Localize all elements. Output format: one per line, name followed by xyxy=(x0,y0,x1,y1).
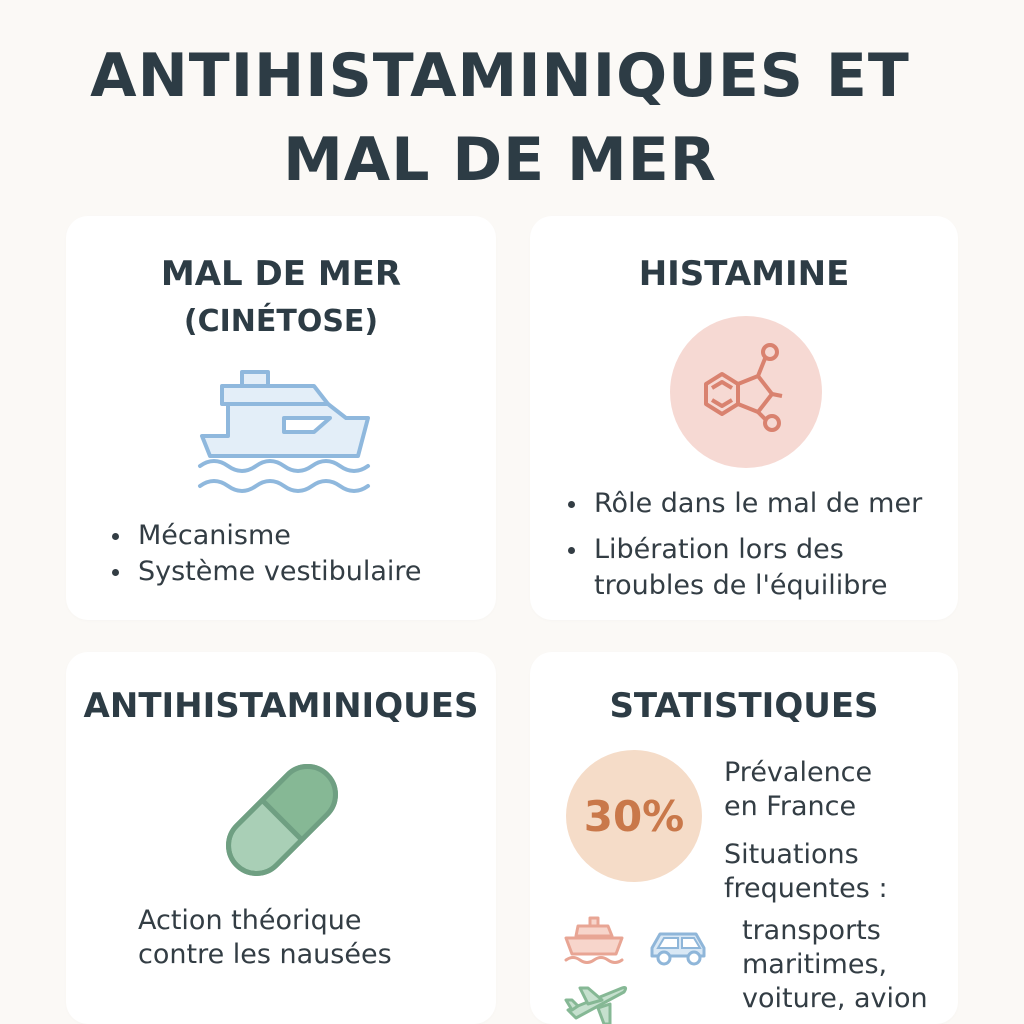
card-statistiques xyxy=(530,652,958,1024)
card-title: ANTIHISTAMINIQUES xyxy=(83,686,479,726)
page-title-line2: MAL DE MER xyxy=(283,125,717,195)
card-histamine xyxy=(530,216,958,620)
card-title: HISTAMINE xyxy=(638,254,850,294)
transports-line3: voiture, avion xyxy=(742,983,928,1014)
plane-icon xyxy=(564,980,628,1024)
prevalence-line1: Prévalence xyxy=(724,757,873,788)
prevalence-line2: en France xyxy=(724,791,857,822)
card-title: MAL DE MER xyxy=(160,254,402,294)
bullet-item: Rôle dans le mal de mer xyxy=(566,486,922,522)
ship-icon xyxy=(196,366,376,496)
action-text-line2: contre les nausées xyxy=(138,939,392,970)
molecule-icon xyxy=(670,316,822,468)
bullet-item: Mécanisme xyxy=(110,518,422,554)
situations-line1: Situations xyxy=(724,839,859,870)
action-text-line1: Action théorique xyxy=(138,905,362,936)
card-mal-de-mer xyxy=(66,216,496,620)
card-subtitle: (CINÉTOSE) xyxy=(183,304,379,339)
transports-line1: transports xyxy=(742,915,881,946)
situations-line2: frequentes : xyxy=(724,873,888,904)
transports-line2: maritimes, xyxy=(742,949,888,980)
page-title-line1: ANTIHISTAMINIQUES ET xyxy=(90,41,910,111)
percent-value: 30% xyxy=(583,792,685,841)
page-title xyxy=(0,34,1000,202)
card-antihistaminiques xyxy=(66,652,496,1024)
bullet-list xyxy=(566,486,922,604)
bullet-item: Libération lors des troubles de l'équilibre xyxy=(566,532,894,604)
boat-icon xyxy=(562,914,626,964)
bullet-list xyxy=(110,518,422,590)
car-icon xyxy=(646,926,712,970)
pill-icon xyxy=(212,750,352,890)
card-title: STATISTIQUES xyxy=(609,686,879,726)
bullet-item: Système vestibulaire xyxy=(110,554,422,590)
